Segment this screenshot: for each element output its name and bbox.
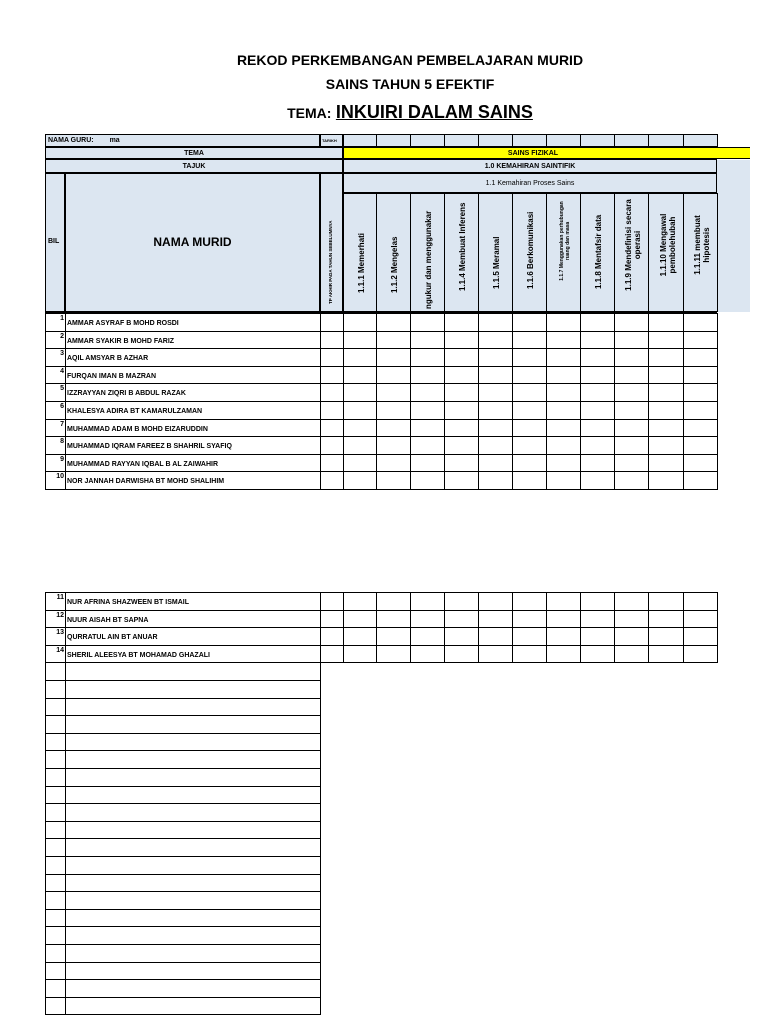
skill-header-cell: [410, 193, 445, 312]
score-cell[interactable]: [512, 313, 547, 332]
score-cell[interactable]: [648, 645, 684, 664]
row-number: [45, 803, 66, 822]
row-number: 7: [45, 419, 66, 438]
score-cell[interactable]: [648, 627, 684, 646]
student-name: [65, 698, 321, 717]
bidang-cell: [343, 147, 750, 159]
student-name: [65, 997, 321, 1016]
score-cell[interactable]: [343, 366, 377, 385]
score-cell[interactable]: [648, 592, 684, 611]
score-cell[interactable]: [512, 471, 547, 490]
score-cell[interactable]: [444, 366, 479, 385]
skill-header-cell: [683, 193, 718, 312]
score-cell[interactable]: [444, 645, 479, 664]
score-cell[interactable]: [478, 313, 513, 332]
row-number: 6: [45, 401, 66, 420]
nama-guru-cell: [45, 134, 320, 147]
tema-line: [0, 102, 768, 123]
score-cell[interactable]: [580, 454, 615, 473]
student-name: AQIL AMSYAR B AZHAR: [65, 348, 321, 367]
tarikh-cell[interactable]: [478, 134, 513, 147]
score-cell[interactable]: [444, 331, 479, 350]
student-name: [65, 856, 321, 875]
score-cell[interactable]: [546, 645, 581, 664]
student-name: [65, 803, 321, 822]
tp-cell[interactable]: [320, 454, 344, 473]
score-cell[interactable]: [546, 471, 581, 490]
score-cell[interactable]: [580, 331, 615, 350]
score-cell[interactable]: [376, 348, 411, 367]
score-cell[interactable]: [614, 313, 649, 332]
score-cell[interactable]: [648, 383, 684, 402]
score-cell[interactable]: [478, 419, 513, 438]
score-cell[interactable]: [410, 627, 445, 646]
score-cell[interactable]: [478, 645, 513, 664]
score-cell[interactable]: [614, 436, 649, 455]
student-name: MUHAMMAD IQRAM FAREEZ B SHAHRIL SYAFIQ: [65, 436, 321, 455]
score-cell[interactable]: [410, 454, 445, 473]
tajuk-header: TAJUK: [45, 159, 343, 173]
score-cell[interactable]: [478, 366, 513, 385]
score-cell[interactable]: [478, 592, 513, 611]
row-number: 14: [45, 645, 66, 664]
row-number: 13: [45, 627, 66, 646]
score-cell[interactable]: [343, 401, 377, 420]
student-name: [65, 962, 321, 981]
score-cell[interactable]: [648, 419, 684, 438]
score-cell[interactable]: [614, 401, 649, 420]
score-cell[interactable]: [478, 610, 513, 629]
document-subtitle: SAINS TAHUN 5 EFEKTIF: [325, 76, 495, 92]
skill-label: 1.1.8 Mentafsir data: [594, 214, 603, 289]
tema-label: TEMA:: [287, 105, 332, 121]
score-cell[interactable]: [343, 610, 377, 629]
student-name: IZZRAYYAN ZIQRI B ABDUL RAZAK: [65, 383, 321, 402]
score-cell[interactable]: [546, 592, 581, 611]
score-cell[interactable]: [343, 419, 377, 438]
score-cell[interactable]: [683, 645, 718, 664]
student-name: [65, 979, 321, 998]
student-name: AMMAR ASYRAF B MOHD ROSDI: [65, 313, 321, 332]
row-number: 2: [45, 331, 66, 350]
score-cell[interactable]: [683, 331, 718, 350]
student-name: QURRATUL AIN BT ANUAR: [65, 627, 321, 646]
student-name: NUUR AISAH BT SAPNA: [65, 610, 321, 629]
score-cell[interactable]: [376, 419, 411, 438]
score-cell[interactable]: [343, 383, 377, 402]
tp-cell[interactable]: [320, 419, 344, 438]
score-cell[interactable]: [478, 348, 513, 367]
score-cell[interactable]: [410, 471, 445, 490]
row-number: 1: [45, 313, 66, 332]
score-cell[interactable]: [580, 348, 615, 367]
score-cell[interactable]: [512, 331, 547, 350]
score-cell[interactable]: [478, 401, 513, 420]
score-cell[interactable]: [512, 610, 547, 629]
score-cell[interactable]: [546, 436, 581, 455]
score-cell[interactable]: [376, 454, 411, 473]
student-name: [65, 944, 321, 963]
score-cell[interactable]: [648, 436, 684, 455]
row-number: 8: [45, 436, 66, 455]
tarikh-cell[interactable]: [580, 134, 615, 147]
tp-cell[interactable]: [320, 592, 344, 611]
score-cell[interactable]: [444, 313, 479, 332]
skill-label: 1.1.9 Mendefinisi secara operasi: [624, 199, 642, 291]
score-cell[interactable]: [444, 592, 479, 611]
student-name: [65, 891, 321, 910]
student-name: [65, 750, 321, 769]
skill-header-cell: [648, 193, 684, 312]
score-cell[interactable]: [614, 592, 649, 611]
student-name: NUR AFRINA SHAZWEEN BT ISMAIL: [65, 592, 321, 611]
tarikh-cell[interactable]: [343, 134, 377, 147]
tp-cell[interactable]: [320, 366, 344, 385]
score-cell[interactable]: [546, 454, 581, 473]
skill-header-cell: [343, 193, 377, 312]
score-cell[interactable]: [614, 366, 649, 385]
score-cell[interactable]: [444, 454, 479, 473]
tarikh-cell[interactable]: [546, 134, 581, 147]
row-number: 3: [45, 348, 66, 367]
score-cell[interactable]: [512, 383, 547, 402]
tarikh-cell[interactable]: [683, 134, 718, 147]
row-number: [45, 715, 66, 734]
tp-cell[interactable]: [320, 610, 344, 629]
score-cell[interactable]: [444, 401, 479, 420]
score-cell[interactable]: [343, 454, 377, 473]
score-cell[interactable]: [343, 471, 377, 490]
student-name: [65, 786, 321, 805]
score-cell[interactable]: [580, 645, 615, 664]
row-number: [45, 838, 66, 857]
skill-label: 1.1.7 Menggunakan perhubungan ruang dan masa: [559, 201, 571, 281]
student-name: AMMAR SYAKIR B MOHD FARIZ: [65, 331, 321, 350]
score-cell[interactable]: [580, 471, 615, 490]
score-cell[interactable]: [444, 419, 479, 438]
tarikh-cell[interactable]: [648, 134, 684, 147]
score-cell[interactable]: [343, 627, 377, 646]
score-cell[interactable]: [444, 348, 479, 367]
tp-cell[interactable]: [320, 313, 344, 332]
tp-cell[interactable]: [320, 436, 344, 455]
student-name: [65, 680, 321, 699]
skill-header-cell: [614, 193, 649, 312]
score-cell[interactable]: [648, 471, 684, 490]
skill-header-cell: [546, 193, 581, 312]
score-cell[interactable]: [512, 436, 547, 455]
score-cell[interactable]: [376, 592, 411, 611]
tarikh-cell[interactable]: [444, 134, 479, 147]
row-number: [45, 979, 66, 998]
score-cell[interactable]: [648, 331, 684, 350]
row-number: [45, 768, 66, 787]
student-name: [65, 838, 321, 857]
document-title: REKOD PERKEMBANGAN PEMBELAJARAN MURID: [236, 52, 584, 68]
score-cell[interactable]: [614, 331, 649, 350]
score-cell[interactable]: [410, 348, 445, 367]
row-number: 5: [45, 383, 66, 402]
tarikh-cell[interactable]: [410, 134, 445, 147]
score-cell[interactable]: [648, 348, 684, 367]
score-cell[interactable]: [444, 436, 479, 455]
score-cell[interactable]: [580, 419, 615, 438]
score-cell[interactable]: [580, 436, 615, 455]
score-cell[interactable]: [614, 419, 649, 438]
row-number: 9: [45, 454, 66, 473]
tarikh-cell[interactable]: [614, 134, 649, 147]
score-cell[interactable]: [648, 610, 684, 629]
student-name: [65, 768, 321, 787]
skill-header-cell: [376, 193, 411, 312]
score-cell[interactable]: [343, 348, 377, 367]
skill-label: 1.1.6 Berkomunikasi: [526, 211, 535, 289]
score-cell[interactable]: [410, 419, 445, 438]
score-cell[interactable]: [580, 592, 615, 611]
student-name: NOR JANNAH DARWISHA BT MOHD SHALIHIM: [65, 471, 321, 490]
tema-header: TEMA: [45, 147, 343, 159]
tp-cell[interactable]: [320, 627, 344, 646]
tp-cell[interactable]: [320, 471, 344, 490]
score-cell[interactable]: [683, 313, 718, 332]
score-cell[interactable]: [376, 471, 411, 490]
score-cell[interactable]: [376, 436, 411, 455]
skill-label: 1.1.2 Mengelas: [390, 236, 399, 293]
score-cell[interactable]: [614, 627, 649, 646]
score-cell[interactable]: [376, 383, 411, 402]
score-cell[interactable]: [683, 348, 718, 367]
score-cell[interactable]: [410, 383, 445, 402]
header-extension: [717, 160, 750, 312]
score-cell[interactable]: [410, 331, 445, 350]
score-cell[interactable]: [580, 610, 615, 629]
score-cell[interactable]: [580, 383, 615, 402]
bil-header: BIL: [45, 173, 65, 312]
score-cell[interactable]: [648, 366, 684, 385]
score-cell[interactable]: [683, 454, 718, 473]
student-name: [65, 821, 321, 840]
tp-cell[interactable]: [320, 401, 344, 420]
student-name: MUHAMMAD ADAM B MOHD EIZARUDDIN: [65, 419, 321, 438]
score-cell[interactable]: [376, 331, 411, 350]
score-cell[interactable]: [343, 331, 377, 350]
student-name: [65, 733, 321, 752]
student-name: KHALESYA ADIRA BT KAMARULZAMAN: [65, 401, 321, 420]
score-cell[interactable]: [546, 348, 581, 367]
student-name: [65, 926, 321, 945]
score-cell[interactable]: [410, 592, 445, 611]
score-cell[interactable]: [546, 331, 581, 350]
nama-guru-value: ma: [109, 137, 120, 144]
score-cell[interactable]: [683, 419, 718, 438]
score-cell[interactable]: [376, 366, 411, 385]
score-cell[interactable]: [648, 313, 684, 332]
score-cell[interactable]: [512, 366, 547, 385]
row-number: 11: [45, 592, 66, 611]
tp-header: TP AKHIR PADA TAHUN SEBELUMNYA: [328, 220, 333, 304]
row-number: [45, 891, 66, 910]
score-cell[interactable]: [478, 436, 513, 455]
score-cell[interactable]: [683, 471, 718, 490]
kemahiran-cell: 1.0 KEMAHIRAN SAINTIFIK: [343, 159, 717, 173]
score-cell[interactable]: [546, 401, 581, 420]
row-number: 12: [45, 610, 66, 629]
score-cell[interactable]: [614, 610, 649, 629]
score-cell[interactable]: [683, 627, 718, 646]
tp-cell[interactable]: [320, 331, 344, 350]
row-number: [45, 750, 66, 769]
score-cell[interactable]: [546, 419, 581, 438]
score-cell[interactable]: [478, 627, 513, 646]
row-number: [45, 909, 66, 928]
skill-header-cell: [444, 193, 479, 312]
score-cell[interactable]: [512, 401, 547, 420]
student-name: [65, 662, 321, 681]
tp-cell[interactable]: [320, 383, 344, 402]
score-cell[interactable]: [444, 383, 479, 402]
row-number: [45, 962, 66, 981]
student-name: FURQAN IMAN B MAZRAN: [65, 366, 321, 385]
score-cell[interactable]: [343, 436, 377, 455]
row-number: [45, 997, 66, 1016]
skill-header-cell: [478, 193, 513, 312]
score-cell[interactable]: [512, 627, 547, 646]
score-cell[interactable]: [410, 313, 445, 332]
row-number: [45, 944, 66, 963]
score-cell[interactable]: [546, 366, 581, 385]
score-cell[interactable]: [648, 454, 684, 473]
tarikh-cell[interactable]: [512, 134, 547, 147]
row-number: [45, 874, 66, 893]
score-cell[interactable]: [410, 610, 445, 629]
tp-header-cell: [320, 173, 343, 312]
score-cell[interactable]: [683, 436, 718, 455]
nama-guru-label: NAMA GURU:: [48, 137, 94, 144]
skill-label: 1.1.1 Memerhati: [356, 232, 366, 293]
row-number: [45, 680, 66, 699]
score-cell[interactable]: [580, 627, 615, 646]
score-cell[interactable]: [376, 313, 411, 332]
score-cell[interactable]: [683, 401, 718, 420]
score-cell[interactable]: [343, 645, 377, 664]
score-cell[interactable]: [410, 401, 445, 420]
score-cell[interactable]: [478, 454, 513, 473]
score-cell[interactable]: [683, 366, 718, 385]
score-cell[interactable]: [478, 331, 513, 350]
score-cell[interactable]: [546, 610, 581, 629]
score-cell[interactable]: [512, 592, 547, 611]
skill-label: 1.1.5 Meramal: [492, 236, 501, 289]
row-number: [45, 786, 66, 805]
tema-value: INKUIRI DALAM SAINS: [335, 102, 533, 122]
row-number: [45, 698, 66, 717]
student-name: MUHAMMAD RAYYAN IQBAL B AL ZAIWAHIR: [65, 454, 321, 473]
score-cell[interactable]: [580, 366, 615, 385]
score-cell[interactable]: [683, 592, 718, 611]
tarikh-cell[interactable]: [376, 134, 411, 147]
score-cell[interactable]: [376, 627, 411, 646]
student-name: [65, 874, 321, 893]
score-cell[interactable]: [376, 610, 411, 629]
bidang-label: SAINS FIZIKAL: [507, 150, 559, 157]
score-cell[interactable]: [512, 645, 547, 664]
tp-cell[interactable]: [320, 348, 344, 367]
score-cell[interactable]: [614, 471, 649, 490]
student-name: [65, 909, 321, 928]
nama-murid-header: NAMA MURID: [65, 173, 320, 312]
score-cell[interactable]: [580, 401, 615, 420]
row-number: [45, 662, 66, 681]
score-cell[interactable]: [648, 401, 684, 420]
score-cell[interactable]: [614, 454, 649, 473]
row-number: [45, 856, 66, 875]
score-cell[interactable]: [478, 383, 513, 402]
score-cell[interactable]: [478, 471, 513, 490]
student-name: [65, 715, 321, 734]
score-cell[interactable]: [444, 610, 479, 629]
score-cell[interactable]: [546, 383, 581, 402]
score-cell[interactable]: [614, 348, 649, 367]
row-number: 4: [45, 366, 66, 385]
score-cell[interactable]: [614, 645, 649, 664]
score-cell[interactable]: [376, 401, 411, 420]
skill-label: 1.1.11 membuat hipotesis: [693, 215, 711, 275]
skill-label: ngukur dan menggunakar: [424, 210, 433, 309]
subkemahiran-cell: 1.1 Kemahiran Proses Sains: [343, 173, 717, 193]
score-cell[interactable]: [410, 366, 445, 385]
score-cell[interactable]: [512, 454, 547, 473]
score-cell[interactable]: [614, 383, 649, 402]
score-cell[interactable]: [546, 627, 581, 646]
score-cell[interactable]: [343, 592, 377, 611]
score-cell[interactable]: [512, 419, 547, 438]
row-number: [45, 733, 66, 752]
score-cell[interactable]: [343, 313, 377, 332]
row-number: [45, 821, 66, 840]
score-cell[interactable]: [580, 313, 615, 332]
student-name: SHERIL ALEESYA BT MOHAMAD GHAZALI: [65, 645, 321, 664]
score-cell[interactable]: [683, 610, 718, 629]
row-number: 10: [45, 471, 66, 490]
tp-cell[interactable]: [320, 645, 344, 664]
skill-label: 1.1.4 Membuat Inferens: [458, 202, 467, 291]
skill-label: 1.1.10 Mengawal pembolehubah: [658, 213, 677, 277]
score-cell[interactable]: [444, 627, 479, 646]
score-cell[interactable]: [376, 645, 411, 664]
tarikh-label: TARIKH: [320, 134, 343, 147]
score-cell[interactable]: [410, 436, 445, 455]
score-cell[interactable]: [410, 645, 445, 664]
score-cell[interactable]: [683, 383, 718, 402]
skill-header-cell: [512, 193, 547, 312]
score-cell[interactable]: [512, 348, 547, 367]
score-cell[interactable]: [444, 471, 479, 490]
score-cell[interactable]: [546, 313, 581, 332]
skill-header-cell: [580, 193, 615, 312]
row-number: [45, 926, 66, 945]
